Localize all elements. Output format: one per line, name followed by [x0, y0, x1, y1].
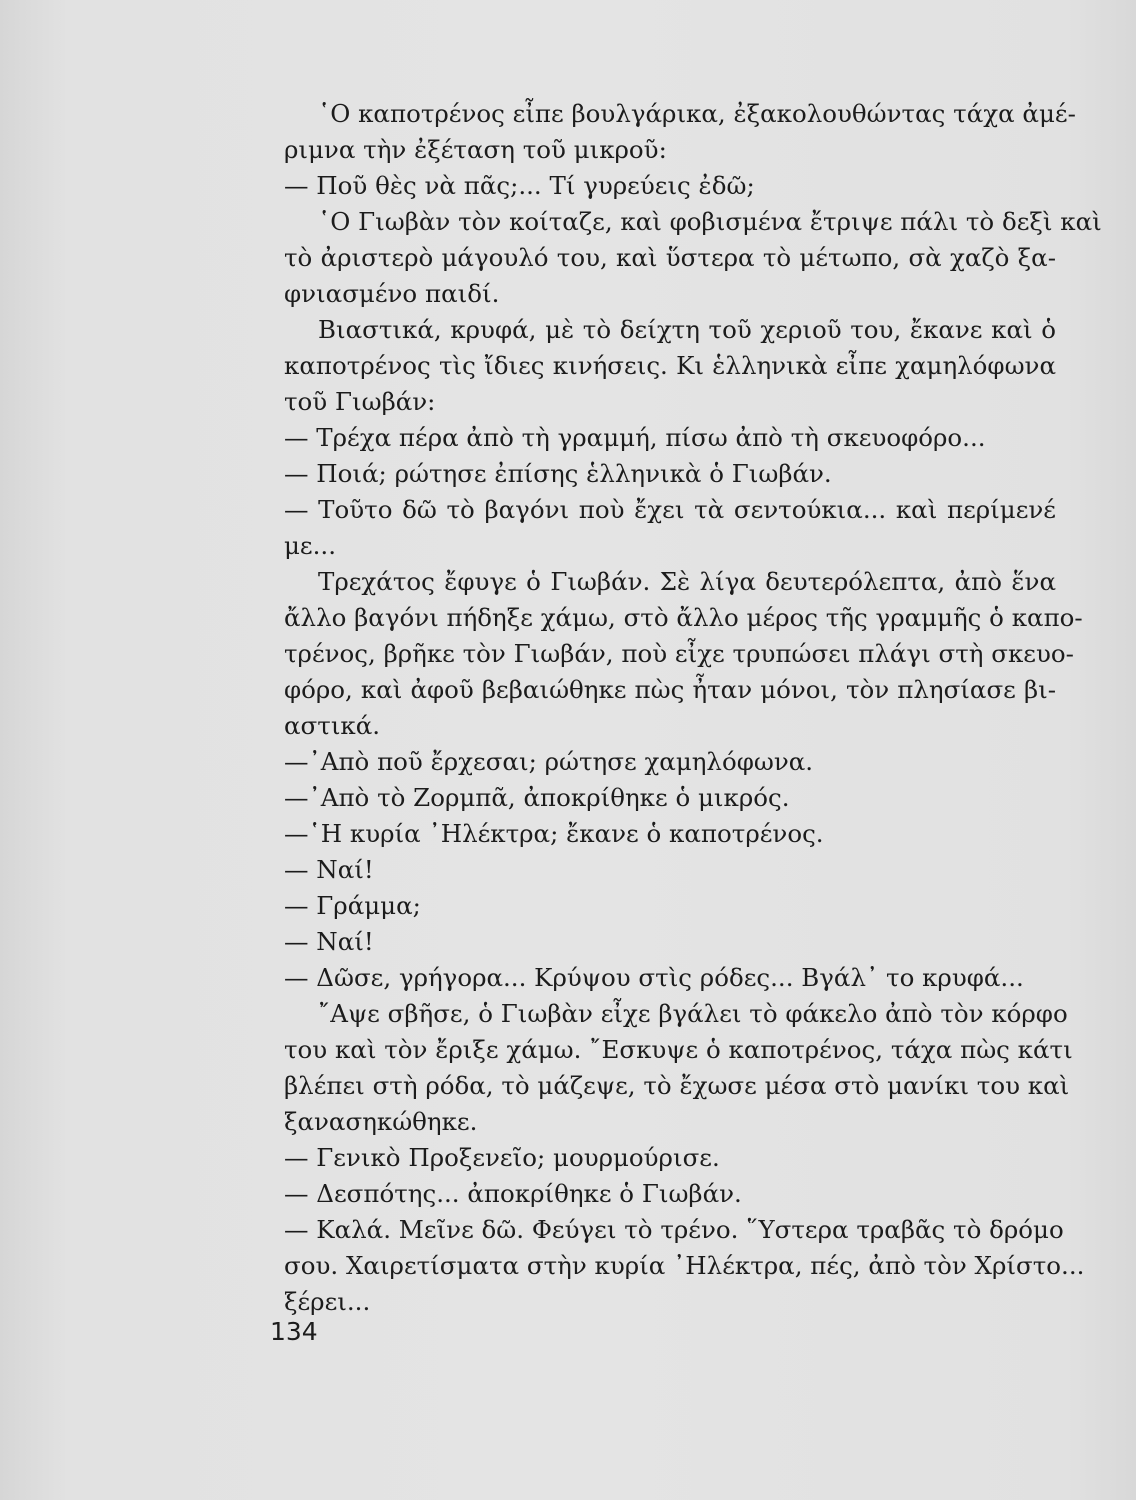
text-line: —῾Η κυρία ᾿Ηλέκτρα; ἔκανε ὁ καποτρένος.	[284, 819, 824, 848]
text-line: τοῦ Γιωβάν:	[284, 387, 436, 416]
text-line: — Τρέχα πέρα ἀπὸ τὴ γραμμή, πίσω ἀπὸ τὴ σκευοφόρο...	[284, 423, 986, 452]
text-line: τὸ ἀριστερὸ μάγουλό του, καὶ ὕστερα τὸ μέτωπο, σὰ χαζὸ ξα-	[284, 243, 1056, 272]
text-line: — Γράμμα;	[284, 891, 421, 920]
text-line: — Ναί!	[284, 855, 374, 884]
text-line: — Ναί!	[284, 927, 374, 956]
text-line: φνιασμένο παιδί.	[284, 279, 500, 308]
text-line: τρένος, βρῆκε τὸν Γιωβάν, ποὺ εἶχε τρυπώσει πλάγι στὴ σκευο-	[284, 639, 1074, 668]
text-line: — Τοῦτο δῶ τὸ βαγόνι ποὺ ἔχει τὰ σεντούκια... καὶ περίμενέ	[284, 495, 1056, 524]
text-line: αστικά.	[284, 711, 381, 740]
text-line: — Ποιά; ρώτησε ἐπίσης ἑλληνικὰ ὁ Γιωβάν.	[284, 459, 832, 488]
text-line: καποτρένος τὶς ἴδιες κινήσεις. Κι ἑλληνικὰ εἶπε χαμηλόφωνα	[284, 351, 1056, 380]
text-line: βλέπει στὴ ρόδα, τὸ μάζεψε, τὸ ἔχωσε μέσα στὸ μανίκι του καὶ	[284, 1071, 1070, 1100]
page-number: 134	[270, 1317, 318, 1346]
text-line: ῾Ο καποτρένος εἶπε βουλγάρικα, ἐξακολουθώντας τάχα ἀμέ-	[318, 99, 1076, 128]
text-line: ῾Ο Γιωβὰν τὸν κοίταζε, καὶ φοβισμένα ἔτριψε πάλι τὸ δεξὶ καὶ	[318, 207, 1102, 236]
text-line: — Γενικὸ Προξενεῖο; μουρμούρισε.	[284, 1143, 720, 1172]
text-line: του καὶ τὸν ἔριξε χάμω. ῎Εσκυψε ὁ καποτρένος, τάχα πὼς κάτι	[284, 1035, 1073, 1064]
text-line: — Δεσπότης... ἀποκρίθηκε ὁ Γιωβάν.	[284, 1179, 742, 1208]
text-line: —᾿Απὸ ποῦ ἔρχεσαι; ρώτησε χαμηλόφωνα.	[284, 747, 814, 776]
text-line: ῎Αψε σβῆσε, ὁ Γιωβὰν εἶχε βγάλει τὸ φάκελο ἀπὸ τὸν κόρφο	[318, 999, 1068, 1028]
text-line: — Δῶσε, γρήγορα... Κρύψου στὶς ρόδες... Βγάλ᾿ το κρυφά...	[284, 963, 1024, 992]
text-line: σου. Χαιρετίσματα στὴν κυρία ᾿Ηλέκτρα, πές, ἀπὸ τὸν Χρίστο...	[284, 1251, 1085, 1280]
text-line: —᾿Απὸ τὸ Ζορμπᾶ, ἀποκρίθηκε ὁ μικρός.	[284, 783, 790, 812]
text-line: Τρεχάτος ἔφυγε ὁ Γιωβάν. Σὲ λίγα δευτερόλεπτα, ἀπὸ ἕνα	[318, 567, 1056, 596]
text-line: ἄλλο βαγόνι πήδηξε χάμω, στὸ ἄλλο μέρος τῆς γραμμῆς ὁ καπο-	[284, 603, 1083, 632]
text-line: με...	[284, 531, 336, 560]
text-line: φόρο, καὶ ἀφοῦ βεβαιώθηκε πὼς ἦταν μόνοι, τὸν πλησίασε βι-	[284, 675, 1056, 704]
text-line: — Ποῦ θὲς νὰ πᾶς;... Τί γυρεύεις ἐδῶ;	[284, 171, 755, 200]
text-line: Βιαστικά, κρυφά, μὲ τὸ δείχτη τοῦ χεριοῦ του, ἔκανε καὶ ὁ	[318, 315, 1056, 344]
text-line: ριμνα τὴν ἐξέταση τοῦ μικροῦ:	[284, 135, 667, 164]
text-line: — Καλά. Μεῖνε δῶ. Φεύγει τὸ τρένο. ῞Υστερα τραβᾶς τὸ δρόμο	[284, 1215, 1064, 1244]
text-line: ξέρει...	[284, 1287, 371, 1316]
text-line: ξανασηκώθηκε.	[284, 1107, 478, 1136]
